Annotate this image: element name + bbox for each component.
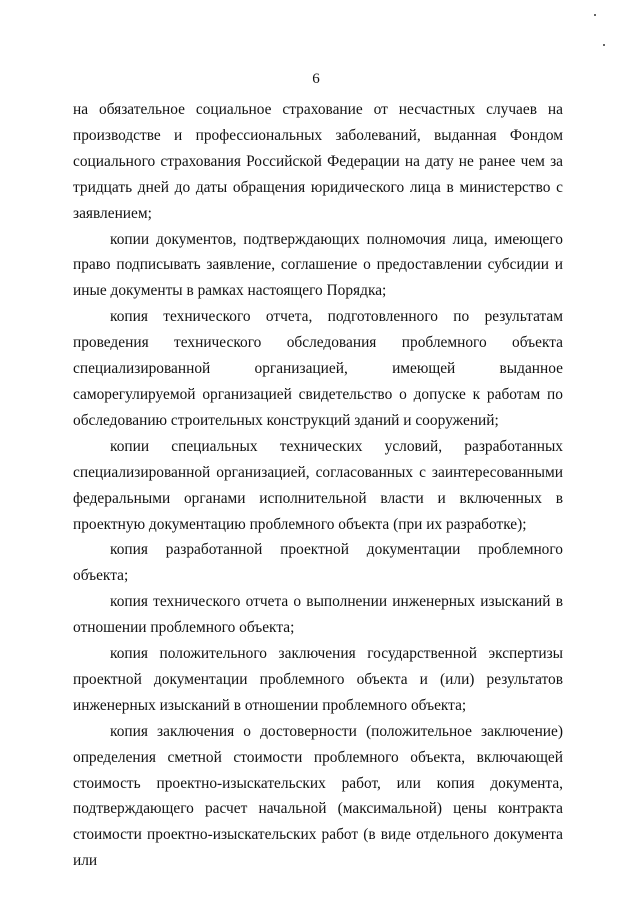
paragraph: копия разработанной проектной документации проблемного объекта; [73,541,563,585]
paragraph: копия заключения о достоверности (положительное заключение) определения сметной стоимости проблемного объекта, включающей стоимость проектно-изыскательских работ, или копия документа, подтверждающего расчет начальной (максимальной) цены контракта стоимости проектно-изыскательских работ (в виде отдельного документа или [73,722,563,870]
scan-speck [603,44,605,46]
paragraph: копии документов, подтверждающих полномочия лица, имеющего право подписывать заявление, соглашение о предоставлении субсидии и иные документы в рамках настоящего Порядка; [73,230,563,300]
page-number: 6 [312,71,320,87]
paragraph: копия технического отчета о выполнении инженерных изысканий в отношении проблемного объекта; [73,593,563,637]
paragraph-continuation: на обязательное социальное страхование от несчастных случаев на производстве и профессиональных заболеваний, выданная Фондом социального страхования Российской Федерации на дату не ранее чем за тридцать дней до даты обращения юридического лица в министерство с заявлением; [73,101,563,222]
body-text [73,97,563,874]
paragraph: копия положительного заключения государственной экспертизы проектной документации проблемного объекта и (или) результатов инженерных изысканий в отношении проблемного объекта; [73,645,563,714]
paragraph: копии специальных технических условий, разработанных специализированной организацией, согласованных с заинтересованными федеральными органами исполнительной власти и включенных в проектную документацию проблемного объекта (при их разработке); [73,437,563,533]
paragraph: копия технического отчета, подготовленного по результатам проведения технического обследования проблемного объекта специализированной организацией, имеющей выданное саморегулируемой организацией свидетельство о допуске к работам по обследованию строительных конструкций зданий и сооружений; [73,308,563,429]
scan-speck [594,14,596,16]
